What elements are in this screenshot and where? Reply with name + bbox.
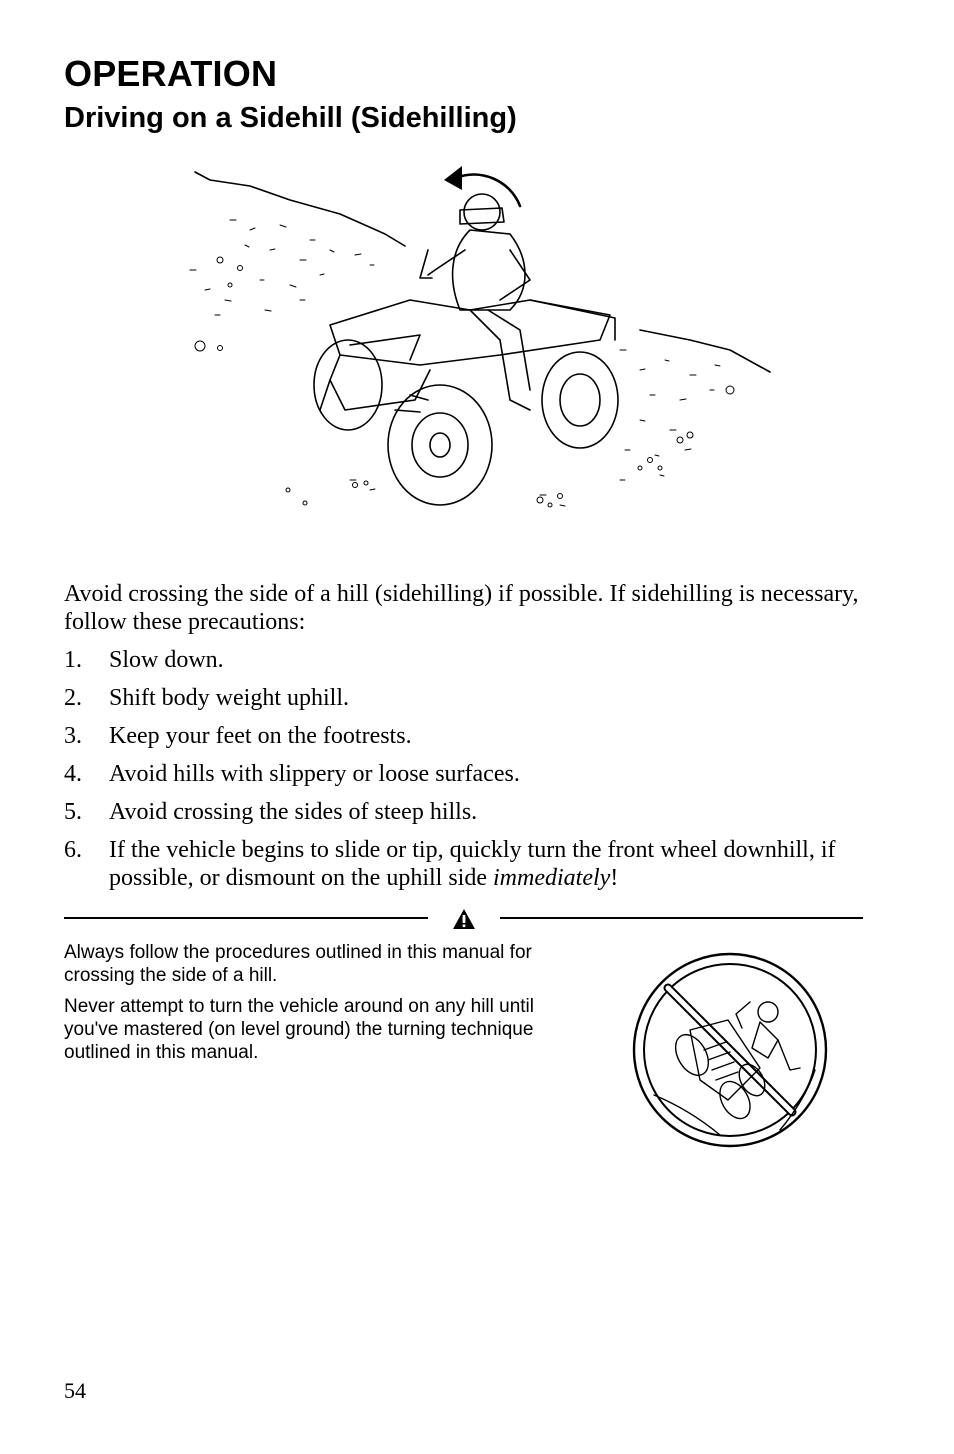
step-number: 1. [64,647,82,673]
step-number: 6. [64,837,82,863]
step-text: Avoid hills with slippery or loose surfaces. [109,761,520,787]
step-text-main: If the vehicle begins to slide or tip, quickly turn the front wheel downhill, if possible, or dismount on the uphill side [109,837,836,891]
step-text: Avoid crossing the sides of steep hills. [109,799,478,825]
warning-text [64,941,534,1072]
page-number: 54 [64,1378,86,1403]
subsection-title: Driving on a Sidehill (Sidehilling) [64,102,517,134]
step-text-emphasis: immediately [493,865,611,891]
warning-rule-left [64,917,428,919]
warning-rule-right [500,917,863,919]
list-item [64,798,884,826]
step-text: Slow down. [109,647,224,673]
step-number: 2. [64,685,82,711]
intro-paragraph: Avoid crossing the side of a hill (sidehilling) if possible. If sidehilling is necessary, follow these precautions: [64,581,859,635]
section-title: OPERATION [64,53,278,94]
list-item [64,722,884,750]
atv-sidehill-illustration [170,150,780,530]
list-item [64,684,884,712]
step-number: 5. [64,799,82,825]
list-item [64,646,884,674]
step-text: Keep your feet on the footrests. [109,723,412,749]
prohibited-turn-on-hill-illustration [630,950,830,1150]
step-number: 4. [64,761,82,787]
step-text [109,836,884,892]
list-item [64,836,884,892]
warning-triangle-icon [452,908,476,930]
warning-paragraph: Always follow the procedures outlined in this manual for crossing the side of a hill. [64,942,532,986]
precautions-list [64,646,884,902]
step-text: Shift body weight uphill. [109,685,349,711]
step-text-end: ! [610,865,619,891]
list-item [64,760,884,788]
warning-paragraph: Never attempt to turn the vehicle around on any hill until you've mastered (on level ground) the turning technique outlined in this manual. [64,996,534,1063]
step-number: 3. [64,723,82,749]
